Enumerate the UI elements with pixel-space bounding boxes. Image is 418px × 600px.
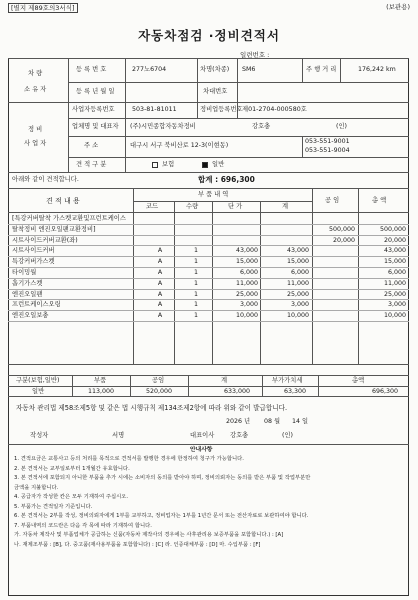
shop-reg-label: 정비업등록번호 bbox=[200, 106, 243, 113]
note-line: 5. 부품가는 견적일자 기준입니다. bbox=[14, 503, 93, 510]
row-divider bbox=[8, 321, 409, 322]
totals-labor-value: 520,000 bbox=[146, 388, 173, 395]
biz-no-value: 503-81-81011 bbox=[132, 106, 177, 113]
column-total: 총 액 bbox=[372, 197, 387, 204]
note-line: 나. 재제조부품 : [B], 다. 중고품(재사용부품을 포함합니다) : [C] 라. 인증대체부품 : [D] 마. 수입부품 : [F] bbox=[14, 541, 261, 548]
cell-unit: 25,000 bbox=[235, 290, 258, 298]
cell-unit: 6,000 bbox=[239, 269, 258, 276]
row-divider bbox=[8, 278, 409, 279]
column-parts-group: 부 품 내 역 bbox=[198, 191, 229, 198]
column-unit-price: 단 가 bbox=[228, 203, 243, 210]
row-divider bbox=[8, 299, 409, 300]
cell-unit: 11,000 bbox=[235, 279, 258, 287]
vehicle-section-label: 차 량 bbox=[28, 70, 43, 77]
reg-date-label: 등 록 년 월 일 bbox=[76, 88, 115, 95]
cell-item: 엔진오일보충 bbox=[12, 312, 49, 320]
estimate-intro-text: 아래와 같이 견적합니다. bbox=[12, 176, 79, 183]
note-line: 2. 본 견적서는 교부일로부터 1개월간 유효합니다. bbox=[14, 465, 130, 472]
issue-month: 08 월 bbox=[264, 418, 281, 425]
cell-code: A bbox=[157, 247, 163, 255]
biz-no-label: 사업자등록번호 bbox=[72, 106, 115, 113]
legal-statement: 자동차 관리법 제58조제5항 및 같은 법 시행규칙 제134조제2항에 따라 위와 같이 발급합니다. bbox=[16, 404, 288, 412]
cell-code: A bbox=[157, 301, 163, 309]
cell-total: 10,000 bbox=[383, 312, 406, 320]
cell-unit: 15,000 bbox=[235, 258, 258, 266]
cell-amount: 43,000 bbox=[286, 247, 309, 255]
cell-amount: 25,000 bbox=[286, 290, 309, 298]
copy-type-tag: (보관용) bbox=[386, 3, 410, 11]
cell-code: A bbox=[157, 279, 163, 287]
shop-operator-label: 사 업 자 bbox=[24, 140, 47, 147]
cell-qty: 1 bbox=[193, 258, 198, 266]
column-estimate-item: 견 적 내 용 bbox=[46, 197, 80, 205]
serial-number-label: 일련번호 : bbox=[240, 51, 270, 59]
address-label: 주 소 bbox=[84, 142, 99, 149]
cell-code: A bbox=[157, 312, 163, 320]
row-divider bbox=[8, 256, 409, 257]
cell-amount: 15,000 bbox=[286, 258, 309, 266]
cell-labor: 500,000 bbox=[328, 225, 355, 233]
cell-item: 시트사이드커버 bbox=[12, 247, 55, 255]
seal-label: (인) bbox=[336, 123, 347, 130]
company-name-label: 업체명 및 대표자 bbox=[72, 123, 119, 130]
cell-total: 3,000 bbox=[387, 301, 406, 309]
cell-unit: 10,000 bbox=[235, 312, 258, 320]
document-title: 자동차점검 ·정비견적서 bbox=[138, 28, 280, 43]
vin-label: 차대번호 bbox=[203, 88, 228, 95]
note-line: 금액을 지불합니다. bbox=[14, 484, 59, 491]
cell-total: 43,000 bbox=[383, 247, 406, 255]
cell-amount: 6,000 bbox=[290, 269, 309, 276]
row-divider bbox=[8, 224, 409, 225]
company-name-value: (주)시민종합자동차정비 bbox=[130, 123, 196, 130]
column-labor: 공 임 bbox=[325, 197, 340, 204]
row-divider bbox=[8, 235, 409, 236]
issue-year: 2026 년 bbox=[226, 418, 251, 425]
model-value: SM6 bbox=[242, 66, 256, 73]
cell-qty: 1 bbox=[193, 269, 198, 276]
cell-item: [특강커버탈착 가스켓교환및프런트케이스 bbox=[12, 215, 126, 222]
cell-total: 6,000 bbox=[387, 269, 406, 276]
cell-total: 25,000 bbox=[383, 290, 406, 298]
notes-heading: 안내사항 bbox=[190, 447, 213, 453]
cell-code: A bbox=[157, 258, 163, 266]
cell-total: 11,000 bbox=[383, 279, 406, 287]
cell-amount: 10,000 bbox=[286, 312, 309, 320]
shop-reg-value: 제01-2704-000580호 bbox=[242, 106, 307, 113]
ceo-label: 대표이사 bbox=[190, 432, 215, 439]
row-divider bbox=[8, 310, 409, 311]
cell-amount: 11,000 bbox=[286, 279, 309, 287]
cell-item: 탈착정비 엔진오일팬교환정비] bbox=[12, 225, 96, 233]
totals-type-header: 구분(보험,일반) bbox=[16, 377, 60, 384]
model-label: 차명(차종) bbox=[200, 66, 230, 73]
note-line: 6. 본 견적서는 2부를 작성, 정비의뢰자에게 1부를 교부하고, 정비업자는 1부를 1년간 문서 또는 전산자료로 보관하여야 합니다. bbox=[14, 513, 309, 519]
cell-item: 타이밍월 bbox=[12, 269, 37, 276]
mileage-label: 주 행 거 리 bbox=[306, 66, 337, 73]
note-line: 1. 견적요금은 교통사고 등의 처리를 목적으로 견적서를 발행한 경우에 한정하여 청구가 가능합니다. bbox=[14, 456, 244, 462]
cell-item: 프런트케이스오링 bbox=[12, 301, 61, 309]
column-quantity: 수량 bbox=[186, 203, 199, 210]
row-divider bbox=[8, 289, 409, 290]
cell-amount: 3,000 bbox=[290, 301, 309, 309]
cell-code: A bbox=[157, 290, 163, 298]
general-option-label: 일반 bbox=[212, 161, 225, 168]
row-divider bbox=[8, 245, 409, 246]
cell-item: 시트사이드커버교환(좌) bbox=[12, 236, 78, 244]
estimate-type-label: 견 적 구 분 bbox=[76, 161, 107, 168]
writer-label: 작성자 bbox=[30, 432, 49, 439]
phone-number-2: 053-551-9004 bbox=[305, 147, 350, 154]
cell-unit: 3,000 bbox=[239, 301, 258, 309]
cell-item: 흡기가스켓 bbox=[12, 279, 43, 287]
reg-no-label: 등 록 번 호 bbox=[76, 66, 107, 73]
note-line: 4. 공급자가 작성한 칸은 모두 기재하여 주십시오. bbox=[14, 494, 129, 500]
mileage-value: 176,242 km bbox=[358, 66, 396, 73]
note-line: 7. 부품내역의 코드란은 다음 각 목에 따라 기재하여 합니다. bbox=[14, 522, 152, 529]
phone-number-1: 053-551-9001 bbox=[305, 138, 350, 145]
reg-no-value: 277노6704 bbox=[132, 66, 167, 73]
column-code: 코드 bbox=[146, 203, 159, 210]
totals-parts-header: 부품 bbox=[94, 377, 107, 384]
totals-labor-header: 공임 bbox=[152, 377, 165, 384]
total-summary: 합계 : 696,300 bbox=[198, 175, 255, 184]
owner-section-label: 소 유 자 bbox=[24, 86, 47, 93]
ceo-seal: (인) bbox=[282, 432, 293, 439]
totals-type-value: 일반 bbox=[32, 388, 45, 395]
shop-section-label: 정 비 bbox=[28, 126, 43, 133]
issue-day: 14 일 bbox=[292, 418, 309, 425]
insurance-option-label: 보험 bbox=[162, 161, 175, 168]
totals-vat-value: 63,300 bbox=[284, 388, 307, 395]
signature-label: 서명 bbox=[112, 432, 125, 439]
cell-total: 500,000 bbox=[379, 225, 406, 233]
address-value: 대구시 서구 북비산로 12-3(이현동) bbox=[130, 142, 229, 149]
cell-unit: 43,000 bbox=[235, 247, 258, 255]
cell-qty: 1 bbox=[193, 247, 198, 255]
cell-qty: 1 bbox=[193, 279, 198, 287]
cell-qty: 1 bbox=[193, 312, 198, 320]
cell-qty: 1 bbox=[193, 290, 198, 298]
note-line: 가. 자동차 제작사 및 부품업체가 공급하는 신품(자동차 제작사의 경우에는 사후관리용 보증부품을 포함합니다.) : [A] bbox=[14, 532, 284, 538]
totals-grand-header: 총액 bbox=[352, 377, 365, 384]
cell-code: A bbox=[157, 269, 163, 276]
column-amount: 계 bbox=[282, 203, 289, 210]
totals-sum-value: 633,000 bbox=[224, 388, 251, 395]
general-checkbox[interactable] bbox=[202, 162, 208, 168]
totals-parts-value: 113,000 bbox=[88, 388, 115, 395]
totals-grand-value: 696,300 bbox=[372, 388, 399, 395]
ceo-name: 강호충 bbox=[230, 432, 249, 439]
cell-item: 엔진오일팬 bbox=[12, 290, 43, 298]
cell-qty: 1 bbox=[193, 301, 198, 309]
note-line: 3. 본 견적서에 포함되지 아니한 부품을 추가 시에는 소비자의 동의를 받아야 하며, 정비의뢰자는 동의를 받은 부품 및 작업부분만 bbox=[14, 475, 311, 481]
cell-item: 특강커버가스켓 bbox=[12, 258, 55, 266]
cell-total: 15,000 bbox=[383, 258, 406, 266]
form-number-tag: [별지 제89호의3서식] bbox=[8, 3, 78, 13]
totals-vat-header: 부가가치세 bbox=[272, 377, 303, 384]
row-divider bbox=[8, 267, 409, 268]
cell-total: 20,000 bbox=[383, 236, 406, 244]
cell-labor: 20,000 bbox=[332, 236, 355, 244]
representative-name: 강호충 bbox=[252, 123, 271, 130]
totals-sum-header: 계 bbox=[221, 377, 228, 384]
insurance-checkbox[interactable] bbox=[152, 162, 158, 168]
